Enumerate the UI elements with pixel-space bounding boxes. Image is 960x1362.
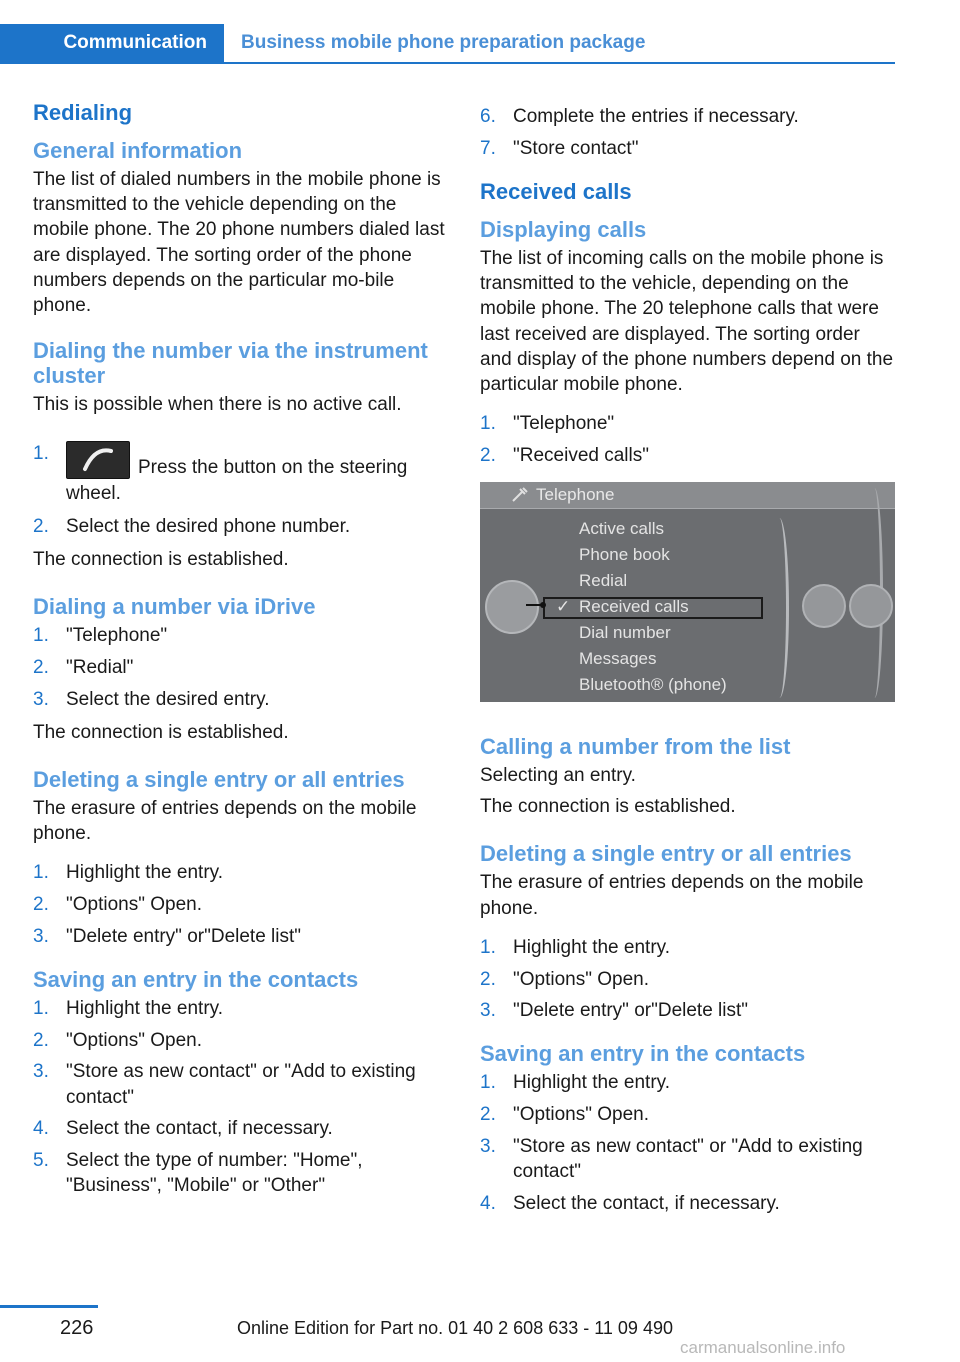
delete-steps-left — [33, 860, 448, 949]
settings-knob-icon — [802, 584, 846, 628]
edition-line: Online Edition for Part no. 01 40 2 608 633 - 11 09 490 — [237, 1318, 673, 1338]
page-number: 226 — [60, 1317, 94, 1339]
calling-line-2: The connection is established. — [480, 796, 736, 818]
displaying-steps — [480, 411, 895, 468]
knob-pointer-icon — [526, 600, 546, 610]
heading-received-calls: Received calls — [480, 178, 632, 204]
heading-save-contacts-right: Saving an entry in the contacts — [480, 1041, 806, 1067]
list-item: 2. "Received calls" — [480, 444, 649, 466]
screen-arc — [770, 518, 789, 698]
phone-button-icon — [66, 441, 130, 479]
general-information-text: The list of dialed numbers in the mobile phone is transmitted to the vehicle depending on the mobile phone. The 20 phone numbers dialed last are displayed. The sorting order of the phone numbers depends on the particular mo‐bile phone. — [33, 169, 445, 317]
heading-redialing: Redialing — [33, 100, 133, 125]
delete-intro-left: The erasure of entries depends on the mobile phone. — [33, 798, 417, 845]
list-item: 1. Highlight the entry. — [33, 862, 224, 884]
right-column — [480, 104, 895, 1224]
heading-calling-from-list: Calling a number from the list — [480, 734, 791, 760]
list-item: 6. Complete the entries if necessary. — [480, 106, 799, 127]
list-item: 2. "Options" Open. — [480, 968, 650, 990]
list-item: 1. Highlight the entry. — [480, 936, 671, 958]
menu-item-received-calls[interactable]: Received calls — [579, 597, 689, 617]
chapter-header — [0, 24, 895, 64]
list-item: 1. "Telephone" — [480, 413, 615, 435]
heading-delete-entries-left: Deleting a single entry or all entries — [33, 767, 405, 793]
list-item: 2. "Options" Open. — [480, 1104, 650, 1126]
list-item: 7. "Store contact" — [480, 137, 639, 159]
menu-item-redial[interactable]: Redial — [579, 571, 628, 591]
menu-item-bluetooth[interactable]: Bluetooth® (phone) — [579, 675, 727, 695]
idrive-screen-image — [480, 482, 895, 702]
list-item: 2. "Options" Open. — [33, 894, 203, 916]
check-icon: ✓ — [556, 597, 571, 617]
dial-instrument-result: The connection is established. — [33, 549, 289, 571]
dial-instrument-intro: This is possible when there is no active call. — [33, 394, 402, 416]
chapter-tab-communication[interactable]: Communication — [0, 24, 224, 62]
save-steps-right — [480, 1070, 895, 1216]
list-item: 5. Select the type of number: "Home", "Business", "Mobile" or "Other" — [33, 1150, 363, 1197]
wrench-icon — [510, 486, 530, 504]
delete-steps-right — [480, 935, 895, 1024]
list-item: 2. Select the desired phone number. — [33, 515, 351, 537]
watermark: carmanualsonline.info — [680, 1338, 846, 1357]
left-column — [33, 100, 448, 1206]
menu-item-messages[interactable]: Messages — [579, 649, 657, 669]
heading-general-information: General information — [33, 138, 243, 163]
list-item: 1. Highlight the entry. — [480, 1072, 671, 1094]
list-item: 1. Press the button on the steering wheel. — [33, 443, 408, 504]
list-item: 1. Highlight the entry. — [33, 998, 224, 1020]
list-item: 4. Select the contact, if necessary. — [480, 1192, 780, 1214]
list-item: 3. "Store as new contact" or "Add to existing contact" — [33, 1061, 416, 1108]
calling-line-1: Selecting an entry. — [480, 765, 636, 787]
list-item: 4. Select the contact, if necessary. — [33, 1118, 333, 1140]
delete-intro-right: The erasure of entries depends on the mobile phone. — [480, 872, 864, 919]
options-knob-icon — [849, 584, 893, 628]
section-tab-business-phone[interactable]: Business mobile phone preparation package — [241, 32, 646, 53]
heading-dial-idrive: Dialing a number via iDrive — [33, 594, 316, 620]
list-item: 3. Select the desired entry. — [33, 688, 270, 710]
save-steps-continued — [480, 104, 895, 161]
displaying-calls-text: The list of incoming calls on the mobile phone is transmitted to the vehicle, depending on the mobile phone. The 20 telephone calls that were last received are displayed. The sorting order and display of the phone numbers depend on the particular mobile phone. — [480, 247, 894, 395]
dial-instrument-steps — [33, 433, 448, 539]
footer-rule — [0, 1305, 98, 1308]
list-item: 2. "Options" Open. — [33, 1029, 203, 1051]
menu-item-active-calls[interactable]: Active calls — [579, 519, 665, 539]
screen-title: Telephone — [536, 485, 615, 505]
heading-save-contacts-left: Saving an entry in the contacts — [33, 967, 359, 993]
list-item: 3. "Store as new contact" or "Add to existing contact" — [480, 1135, 863, 1183]
menu-item-phone-book[interactable]: Phone book — [579, 545, 670, 565]
menu-item-dial-number[interactable]: Dial number — [579, 623, 671, 643]
list-item: 3. "Delete entry" or"Delete list" — [33, 925, 302, 947]
list-item: 2. "Redial" — [33, 656, 134, 678]
heading-dial-instrument-cluster: Dialing the number via the instrument cluster — [33, 338, 428, 389]
dial-idrive-result: The connection is established. — [33, 721, 289, 743]
heading-displaying-calls: Displaying calls — [480, 216, 647, 242]
list-item: 3. "Delete entry" or"Delete list" — [480, 1000, 749, 1022]
dial-idrive-steps — [33, 623, 448, 712]
list-item: 1. "Telephone" — [33, 625, 168, 647]
save-steps-left — [33, 996, 448, 1198]
heading-delete-entries-right: Deleting a single entry or all entries — [480, 841, 852, 867]
